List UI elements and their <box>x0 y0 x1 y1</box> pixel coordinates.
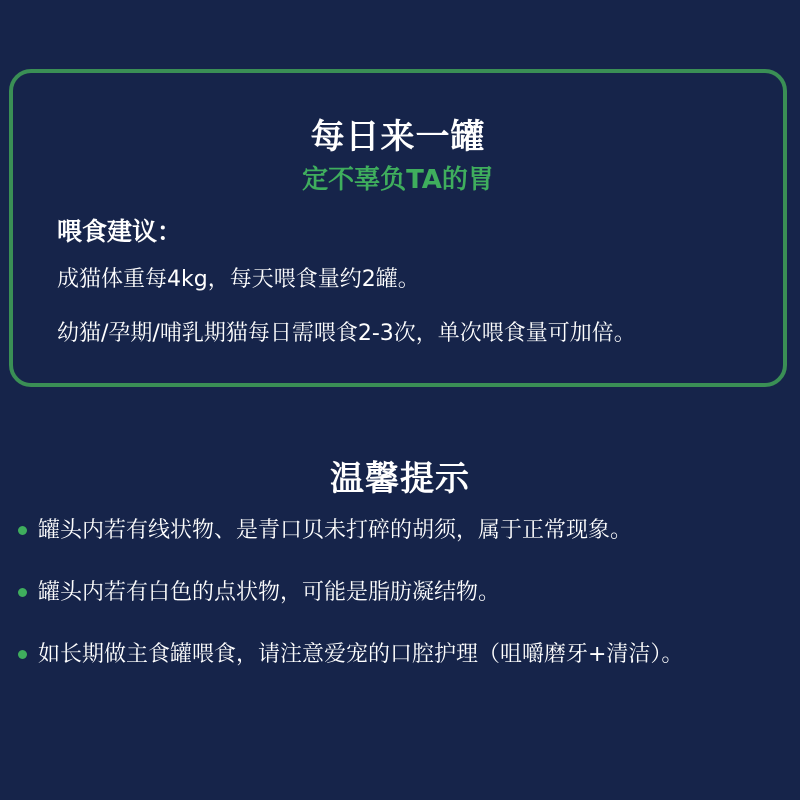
tip-item <box>18 512 778 550</box>
feeding-card-title: 每日来一罐 <box>310 117 486 157</box>
tips-title: 温馨提示 <box>330 459 470 499</box>
feeding-card-subtitle: 定不辜负TA的胃 <box>302 165 494 195</box>
feeding-advice-heading: 喂食建议： <box>57 217 183 246</box>
feeding-advice-line: 成猫体重每4kg，每天喂食量约2罐。 <box>57 267 420 292</box>
tip-item <box>18 574 778 612</box>
bullet-dot-icon <box>18 650 27 659</box>
tip-item <box>18 636 778 674</box>
bullet-dot-icon <box>18 526 27 535</box>
bullet-dot-icon <box>18 588 27 597</box>
feeding-advice-card <box>9 69 787 387</box>
tip-text: 如长期做主食罐喂食，请注意爱宠的口腔护理（咀嚼磨牙+清洁）。 <box>38 642 684 667</box>
tip-text: 罐头内若有线状物、是青口贝未打碎的胡须，属于正常现象。 <box>38 518 633 543</box>
feeding-advice-line: 幼猫/孕期/哺乳期猫每日需喂食2-3次，单次喂食量可加倍。 <box>57 321 636 346</box>
tip-text: 罐头内若有白色的点状物，可能是脂肪凝结物。 <box>38 580 501 605</box>
